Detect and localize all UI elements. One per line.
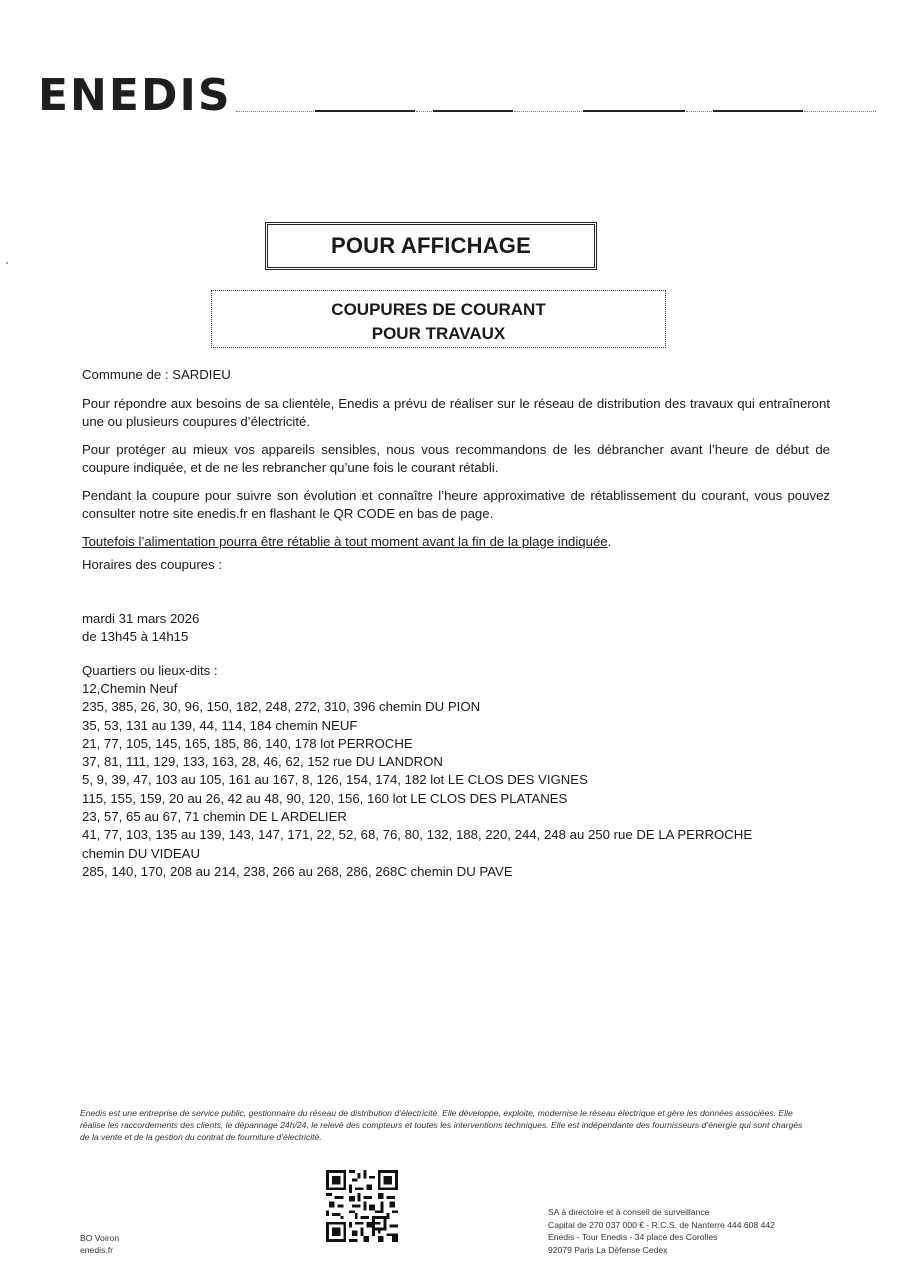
header-rule: [583, 110, 685, 112]
notice-body: [82, 366, 830, 881]
header-rule: [713, 110, 803, 112]
scan-speck: [6, 262, 8, 264]
list-item: 235, 385, 26, 30, 96, 150, 182, 248, 272, 310, 396 chemin DU PION: [82, 699, 481, 715]
footer-company-line: Enedis - Tour Enedis - 34 place des Corolles: [548, 1232, 718, 1242]
header-rule: [433, 110, 513, 112]
coupures-title-line2: POUR TRAVAUX: [371, 324, 506, 343]
list-item: 285, 140, 170, 208 au 214, 238, 266 au 268, 286, 268C chemin DU PAVE: [82, 863, 513, 879]
list-item: 23, 57, 65 au 67, 71 chemin DE L ARDELIER: [82, 809, 347, 825]
list-item: chemin DU VIDEAU: [82, 845, 200, 861]
footer-website-link[interactable]: enedis.fr: [80, 1245, 113, 1255]
coupure-date: mardi 31 mars 2026: [82, 611, 200, 626]
enedis-logo: [38, 70, 232, 121]
quartiers-list: [82, 680, 830, 881]
pour-affichage-box: [265, 222, 597, 270]
footer-company-line: SA à directoire et à conseil de surveillance: [548, 1207, 710, 1217]
horaires-label: Horaires des coupures :: [82, 557, 223, 572]
list-item: 21, 77, 105, 145, 165, 185, 86, 140, 178 lot PERROCHE: [82, 735, 413, 751]
header-rule: [315, 110, 415, 112]
footer-agence: BO Voiron: [80, 1233, 120, 1243]
logo-text: ENEDIS: [38, 70, 232, 121]
commune-line: Commune de : SARDIEU: [82, 367, 231, 382]
header-dotted-rule: [514, 111, 582, 112]
pour-affichage-title: POUR AFFICHAGE: [331, 233, 531, 258]
footer-company-line: Capital de 270 037 000 € - R.C.S. de Nanterre 444 608 442: [548, 1219, 775, 1230]
paragraph-appareils: Pour protéger au mieux vos appareils sensibles, nous vous recommandons de les débrancher avant l’heure de début de coupure indiquée, et de ne les rebrancher qu’une fois le courant rétabli.: [82, 442, 830, 475]
quartiers-label: Quartiers ou lieux-dits :: [82, 663, 218, 678]
coupure-horaire: de 13h45 à 14h15: [82, 629, 189, 644]
coupures-title-line1: COUPURES DE COURANT: [331, 300, 546, 319]
paragraph-suivi: Pendant la coupure pour suivre son évolution et connaître l’heure approximative de rétablissement du courant, vous pouvez consulter notre site enedis.fr en flashant le QR CODE en bas de page.: [82, 488, 830, 521]
qr-code[interactable]: [326, 1170, 398, 1242]
footer-company-line: 92079 Paris La Défense Cedex: [548, 1244, 668, 1255]
header-dotted-rule: [416, 111, 432, 112]
list-item: 115, 155, 159, 20 au 26, 42 au 48, 90, 120, 156, 160 lot LE CLOS DES PLATANES: [82, 790, 568, 806]
notice-retablissement: [82, 533, 830, 551]
notice-period: .: [607, 534, 612, 549]
list-item: 37, 81, 111, 129, 133, 163, 28, 46, 62, 152 rue DU LANDRON: [82, 754, 443, 770]
header-dotted-rule: [686, 111, 712, 112]
header-dotted-rule: [804, 111, 876, 112]
footer-right: [548, 1206, 775, 1256]
list-item: 35, 53, 131 au 139, 44, 114, 184 chemin NEUF: [82, 717, 358, 733]
coupures-title-box: [211, 290, 666, 348]
list-item: 41, 77, 103, 135 au 139, 143, 147, 171, 22, 52, 68, 76, 80, 132, 188, 220, 244, 248 au 250 rue DE LA PERROCHE: [82, 827, 753, 843]
list-item: 12,Chemin Neuf: [82, 681, 178, 696]
header-dotted-rule: [236, 111, 314, 112]
legal-notice: Enedis est une entreprise de service public, gestionnaire du réseau de distribution d’électricité. Elle développe, exploite, modernise le réseau électrique et gère les données associées. Elle réalise les raccordements des clients, le dépannage 24h/24, le relevé des compteurs et toutes les interventions techniques. Elle est indépendante des fournisseurs d’énergie qui sont chargés de la vente et de la gestion du contrat de fourniture d’électricité.: [80, 1108, 803, 1142]
notice-underlined: Toutefois l’alimentation pourra être rétablie à tout moment avant la fin de la plage indiquée: [82, 534, 608, 549]
paragraph-besoins: Pour répondre aux besoins de sa clientèle, Enedis a prévu de réaliser sur le réseau de distribution des travaux qui entraîneront une ou plusieurs coupures d’électricité.: [82, 396, 830, 429]
list-item: 5, 9, 39, 47, 103 au 105, 161 au 167, 8, 126, 154, 174, 182 lot LE CLOS DES VIGNES: [82, 772, 588, 788]
footer-left: [80, 1232, 119, 1256]
